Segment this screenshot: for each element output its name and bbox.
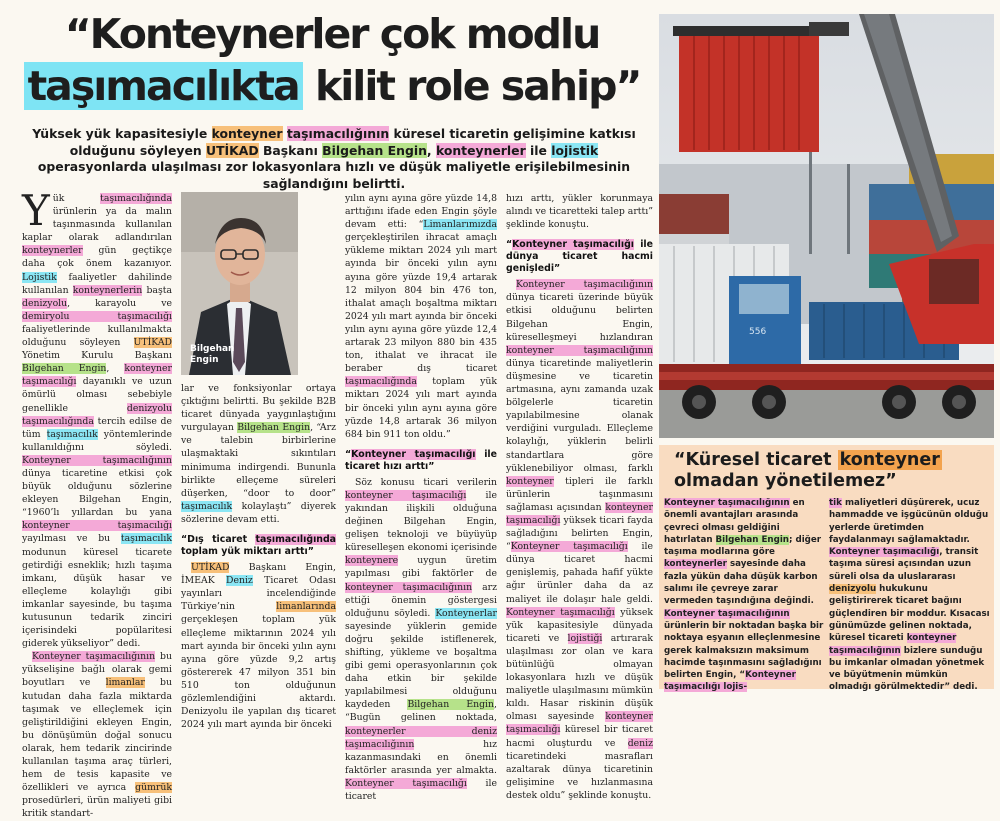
text: , karayolu ve [67, 297, 172, 309]
highlight: gümrük [135, 782, 172, 794]
text: dünya ticaretine etkisi çok büyük olduğunu sözlerine ekleyen Bilgehan Engin, “1960’lı yıllardan bu yana [22, 467, 172, 519]
highlight: konteyner taşımacılığı [506, 711, 653, 736]
highlight: konteyner taşımacılığının [345, 581, 473, 593]
text: gerçekleşen toplam yük elleçleme miktarının 2024 yılı mart ayında bir önceki yılın aynı ayına göre yüzde 9,2 artış göstererek 47 milyon 351 bin 510 ton olduğunun gözlemlendiğini aktardı. Denizyolu ile yapılan dış ticaret 2024 yılı mart ayında bir önceki [181, 614, 336, 731]
text: sayesinde daha fazla yükün daha düşük karbon salımı ile çevreye zarar vermeden taşındığına değindi. [664, 559, 818, 607]
lead-text: Başkanı [258, 142, 323, 158]
lead-keyword: lojistik [551, 142, 599, 158]
highlight: UTİKAD [191, 562, 230, 574]
portrait-caption [190, 344, 234, 366]
text: en önemli avantajları arasında çevreci olması geldiğini hatırlatan [664, 498, 805, 545]
headline-line1: “Konteynerler çok modlu [64, 10, 600, 58]
highlight: denizyolu taşımacılığında [22, 402, 172, 427]
highlight: lojistiği [567, 632, 603, 644]
text: , “Bugün gelinen noktada, [345, 699, 497, 724]
highlight: konteynerlerin [72, 284, 143, 296]
highlight: Limanlarımızda [423, 219, 497, 231]
highlight: Konteyner taşımacılığı [512, 239, 635, 251]
highlight: konteyner [506, 475, 554, 487]
article-column-2 [181, 382, 336, 731]
text: , “Arz ve talebin birbirlerine ulaşmaktaki sıkıntıları minimuma indirgendi. Bununla birlikte elleçeme süreleri düşerken, “door to door” [181, 422, 336, 499]
highlight: Konteyner taşımacılığı [510, 541, 628, 553]
text: Ticaret Odası yayınları incelendiğinde Türkiye’nin [181, 575, 336, 613]
text: “ [506, 239, 513, 251]
article-column-3 [345, 192, 498, 803]
text: “Küresel ticaret [674, 450, 838, 470]
highlight: konteyner taşımacılığı [506, 501, 653, 526]
text: dünya ticaretinde maliyetlerin düşmesine ve ticaretin artmasına, aynı zamanda uzak bölgelerle ticaretin yapılabilmesine olanak verdiğini vurguladı. Elleçleme kolaylığı, yüklerin belirli standartlara göre yüklenebiliyor olması, farklı [506, 357, 653, 474]
highlight: konteyner [839, 450, 940, 470]
lead-paragraph [24, 126, 644, 192]
text: dayanıklı ve uzun ömürlü olması sebebiyle genellikle [22, 376, 172, 414]
lead-keyword: taşımacılığının [286, 126, 390, 141]
headline-highlight: taşımacılıkta [24, 62, 303, 110]
text: küresel bir ticaret hacmi oluşturdu ve [506, 724, 653, 749]
highlight: konteyner taşımacılığı [345, 489, 467, 501]
highlight: Konteyner taşımacılığının [664, 498, 790, 508]
text: tercih edilse de tüm [22, 415, 172, 440]
highlight: denizyolu [829, 584, 877, 595]
text: ile ticaret [345, 777, 497, 803]
text: , [106, 363, 125, 375]
text: bizlere sunduğu bu imkanlar olmadan yönetmek ve büyütmenin mümkün olmadığı görülmektedir” dedi. [829, 645, 985, 693]
text: modunun küresel ticarete getirdiği esneklik; hızlı taşıma imkanı, düşük hasar ve elleçleme kolaylığı gibi imkanlar sayesinde, bu taşıma kutusunun tedarik zinciri içerisindeki popülaritesi giderek yükseliyor” dedi. [22, 546, 172, 650]
text: “Dış ticaret [181, 534, 256, 546]
drop-cap: Y [22, 186, 50, 235]
text: ürünlerin ya da malın taşınmasında kullanılan kaplar olarak adlandırılan [22, 206, 172, 244]
highlight: taşımacılık [120, 533, 172, 545]
highlight: Bilgehan Engin [407, 699, 495, 711]
svg-text:556: 556 [749, 327, 767, 337]
highlight: konteyner taşımacılığının [829, 633, 957, 656]
highlight: Konteynerlar [435, 607, 497, 619]
text: prosedürleri, ürün maliyeti gibi kritik standart- [22, 795, 172, 820]
text: bu yükselişine bağlı olarak gemi boyutları ve [22, 651, 172, 689]
highlight: taşımacılık [181, 500, 233, 512]
lead-text: ile [525, 142, 552, 158]
text: ticaretindeki masrafları azaltarak dünya ticaretinin gelişimine ve hızlanmasına destek oldu” şeklinde konuştu. [506, 750, 653, 801]
text: gerçekleştirilen ihracat amaçlı yükleme miktarı 2024 yılı mart ayında bir önceki yılın aynı ayına göre yüzde 19,4 artarak 12 milyon 804 bin 476 ton, ithalat amaçlı boşaltma miktarı 2024 yılı mart ayında bir önceki yılın aynı ayına göre yüzde 12,4 artarak 23 milyon 880 bin 435 ton, ithalat ve ihracat ile beraber dış ticaret [345, 232, 497, 375]
text: yılın aynı ayına göre yüzde 14,8 arttığını ifade eden Engin şöyle devam etti: “ [345, 193, 497, 231]
lead-text: operasyonlarda ulaşılması zor lokasyonlara hızlı ve düşük maliyetle erişilebilmesinin sağlandığını belirtti. [37, 159, 631, 191]
lead-keyword: konteynerler [435, 142, 526, 158]
text: dünya ticareti üzerinde büyük etkisi olduğunu belirten Bilgehan Engin, küreselleşmeyi hızlandıran [506, 292, 653, 343]
text: ük [52, 193, 101, 204]
text: hızı arttı, yükler korunmaya alındı ve ticaretteki talep arttı” şeklinde konuştu. [506, 193, 653, 231]
lead-text: küresel ticaretin gelişimine katkısı olduğunu söyleyen [69, 126, 636, 158]
text: hız kazanmasındaki en önemli faktörler arasında yer almakta. [345, 738, 497, 776]
highlight: Bilgehan Engin [237, 422, 311, 434]
highlight: Konteyner taşımacılığı [506, 606, 615, 618]
caption-line: Engin [190, 355, 219, 365]
paragraph [345, 476, 497, 803]
highlight: Konteyner taşımacılığının [664, 608, 790, 619]
highlight: taşımacılığında [255, 534, 336, 546]
text: toplam yük miktarı arttı” [181, 546, 314, 558]
text: toplam yük miktarı 2024 yılı mart ayında bir önceki yılın aynı ayına göre yüzde 14,8 artarak 36 milyon 684 bin 911 ton oldu.” [345, 376, 497, 440]
highlight: Lojistik [22, 271, 57, 283]
text: yöntemlerinde kullanıldığını söyledi. [22, 428, 172, 453]
text: yüksek yük kapasitesiyle dünyada ticareti ve [506, 606, 653, 644]
highlight: Konteyner taşımacılığı [351, 448, 476, 460]
text: ile ticaret hızı arttı” [345, 448, 497, 472]
lead-keyword: Bilgehan Engin [322, 142, 427, 158]
text: lar ve fonksiyonlar ortaya çıktığını belirtti. Bu şekilde B2B ticaret dünyada yaygınlaştığını vurgulayan [181, 383, 336, 434]
text: , transit taşıma süresi açısından uzun süreli olsa da uluslararası [829, 547, 979, 582]
article-column-4 [506, 192, 654, 801]
subheading [506, 239, 653, 275]
highlight: Konteyner taşımacılığının [516, 279, 653, 291]
paragraph [506, 192, 653, 231]
highlight: konteyner taşımacılığı [22, 520, 172, 532]
paragraph [22, 650, 172, 820]
headline [8, 8, 656, 112]
highlight: Bilgehan Engin [22, 363, 107, 375]
highlight: Konteyner taşımacılığının [22, 454, 172, 466]
highlight: limanlar [105, 677, 145, 689]
text: Başkanı Engin, İMEAK [181, 562, 336, 587]
sidebar-box-column-2 [829, 497, 990, 694]
container-crane-illustration [659, 14, 994, 438]
article-column-1 [22, 186, 172, 820]
text: Yönetim Kurulu Başkanı [22, 350, 172, 362]
highlight: tik [829, 498, 842, 508]
highlight: limanlarında [276, 601, 336, 613]
text: sayesinde yüklerin gemide doğru şekilde istiflenerek, shifting, yükleme ve boşaltma gibi gemi operasyonlarının çok daha etkin bir şekilde yapılabilmesi olduğunu kaydeden [345, 620, 497, 711]
highlight: taşımacılığında [345, 376, 417, 388]
lead-keyword: UTİKAD [206, 142, 259, 158]
paragraph [506, 278, 653, 802]
paragraph [22, 186, 172, 650]
highlight: demiryolu taşımacılığı [22, 310, 172, 322]
lead-keyword: konteyner [211, 126, 283, 141]
highlight: UTİKAD [133, 337, 172, 349]
text: arz ettiği önemin göstergesi olduğunu söyledi. [345, 581, 498, 619]
text: ile dünya ticaret hacmi genişledi” [506, 239, 653, 275]
text: olmadan yönetilemez” [674, 471, 897, 491]
highlight: Konteyner taşımacılığı lojis- [664, 670, 796, 693]
caption-line: Bilgehan [190, 344, 235, 354]
text: tipleri ile farklı ürünlerin taşınmasını sağlaması açısından [506, 475, 653, 513]
highlight: konteynerler deniz taşımacılığının [345, 725, 497, 750]
text: ürünlerin bir noktadan başka bir noktaya eşyanın elleçlenmesine gerek kalmaksızın maksimum hacimde taşınmasını sağladığını belirten Engin, “ [664, 620, 824, 681]
text: ; diğer taşıma modlarına göre [664, 534, 822, 558]
text: gün geçtikçe daha çok önem kazanıyor. [22, 245, 172, 270]
paragraph [345, 192, 497, 441]
text: yüksek ticari fayda sağladığını belirten Engin, “ [506, 514, 653, 553]
highlight: konteynerler [22, 245, 83, 257]
highlight: Konteyner taşımacılığı [829, 547, 940, 558]
text: kolaylaştı” diyerek sözlerine devam etti. [181, 500, 336, 525]
text: yayılması ve bu [22, 533, 121, 545]
text: “ [345, 448, 352, 460]
headline-line2 [8, 60, 656, 112]
highlight: konteyner taşımacılığı [22, 363, 172, 388]
highlight: denizyolu [22, 297, 68, 309]
text: Söz konusu ticari verilerin [355, 476, 497, 488]
text: bu kutudan daha fazla miktarda taşımak ve elleçlemek için geliştirildiğini ekleyen Engin, bu dönüşümün doğal sonucu olarak, hem tedarik zincirinde kullanılan taşıma araç türleri, hem de tesis kapasite ve özellikleri ve ayrıca [22, 677, 172, 794]
text: ile dünya ticaret hacmi genişlemiş, pahada hafif yükte ağır ürünler daha da az maliyet ile dolaşır hale geldi. [506, 541, 654, 605]
lead-text: Yüksek yük kapasitesiyle [32, 126, 212, 141]
highlight: Konteyner taşımacılığı [345, 777, 467, 789]
highlight: deniz [627, 737, 653, 749]
text: ile yakından ilişkili olduğuna değinen Bilgehan Engin, gelişen teknoloji ve büyüyüp küreselleşen ekonomi içerisinde [345, 489, 497, 554]
container-port-photo [659, 14, 994, 438]
text: faaliyetlerinde kullanılmakta olduğunu söyleyen [22, 323, 172, 349]
text: artırarak ulaşılması zor olan ve kara bütünlüğü olmayan lokasyonlara hızlı ve düşük maliyetle ulaşılmasını mümkün kıldı. Hasar riskinin düşük olması sayesinde [506, 632, 654, 723]
highlight: Bilgehan Engin [715, 534, 789, 545]
highlight: taşımacılık [46, 428, 98, 440]
text: başta [142, 284, 172, 296]
lead-text: , [426, 142, 436, 158]
sidebar-box-title [674, 450, 984, 492]
sidebar-box-column-1 [664, 497, 824, 694]
headline-line2-rest: kilit role sahip” [302, 62, 641, 110]
highlight: Deniz [226, 575, 253, 587]
subheading [181, 534, 336, 558]
highlight: konteynerler [664, 559, 727, 570]
text: uygun üretim yapılması gibi faktörler de [345, 555, 497, 580]
highlight: konteyner taşımacılığının [506, 344, 653, 356]
text: maliyetleri düşürerek, ucuz hammadde ve işgücünün olduğu yerlerde üretimden faydalanmayı sağlamaktadır. [829, 498, 989, 545]
highlight: konteynere [345, 555, 399, 567]
text: faaliyetler dahilinde kullanılan [22, 271, 172, 296]
text: hukukunu geliştirirerek ticaret bağını güçlendiren bir moddur. Kısacası günümüzde gelinen noktada, küresel ticareti [829, 584, 990, 644]
paragraph [181, 561, 336, 731]
subheading [345, 449, 497, 473]
paragraph [181, 382, 336, 526]
highlight: Konteyner taşımacılığının [32, 651, 156, 663]
highlight: taşımacılığında [100, 193, 172, 204]
